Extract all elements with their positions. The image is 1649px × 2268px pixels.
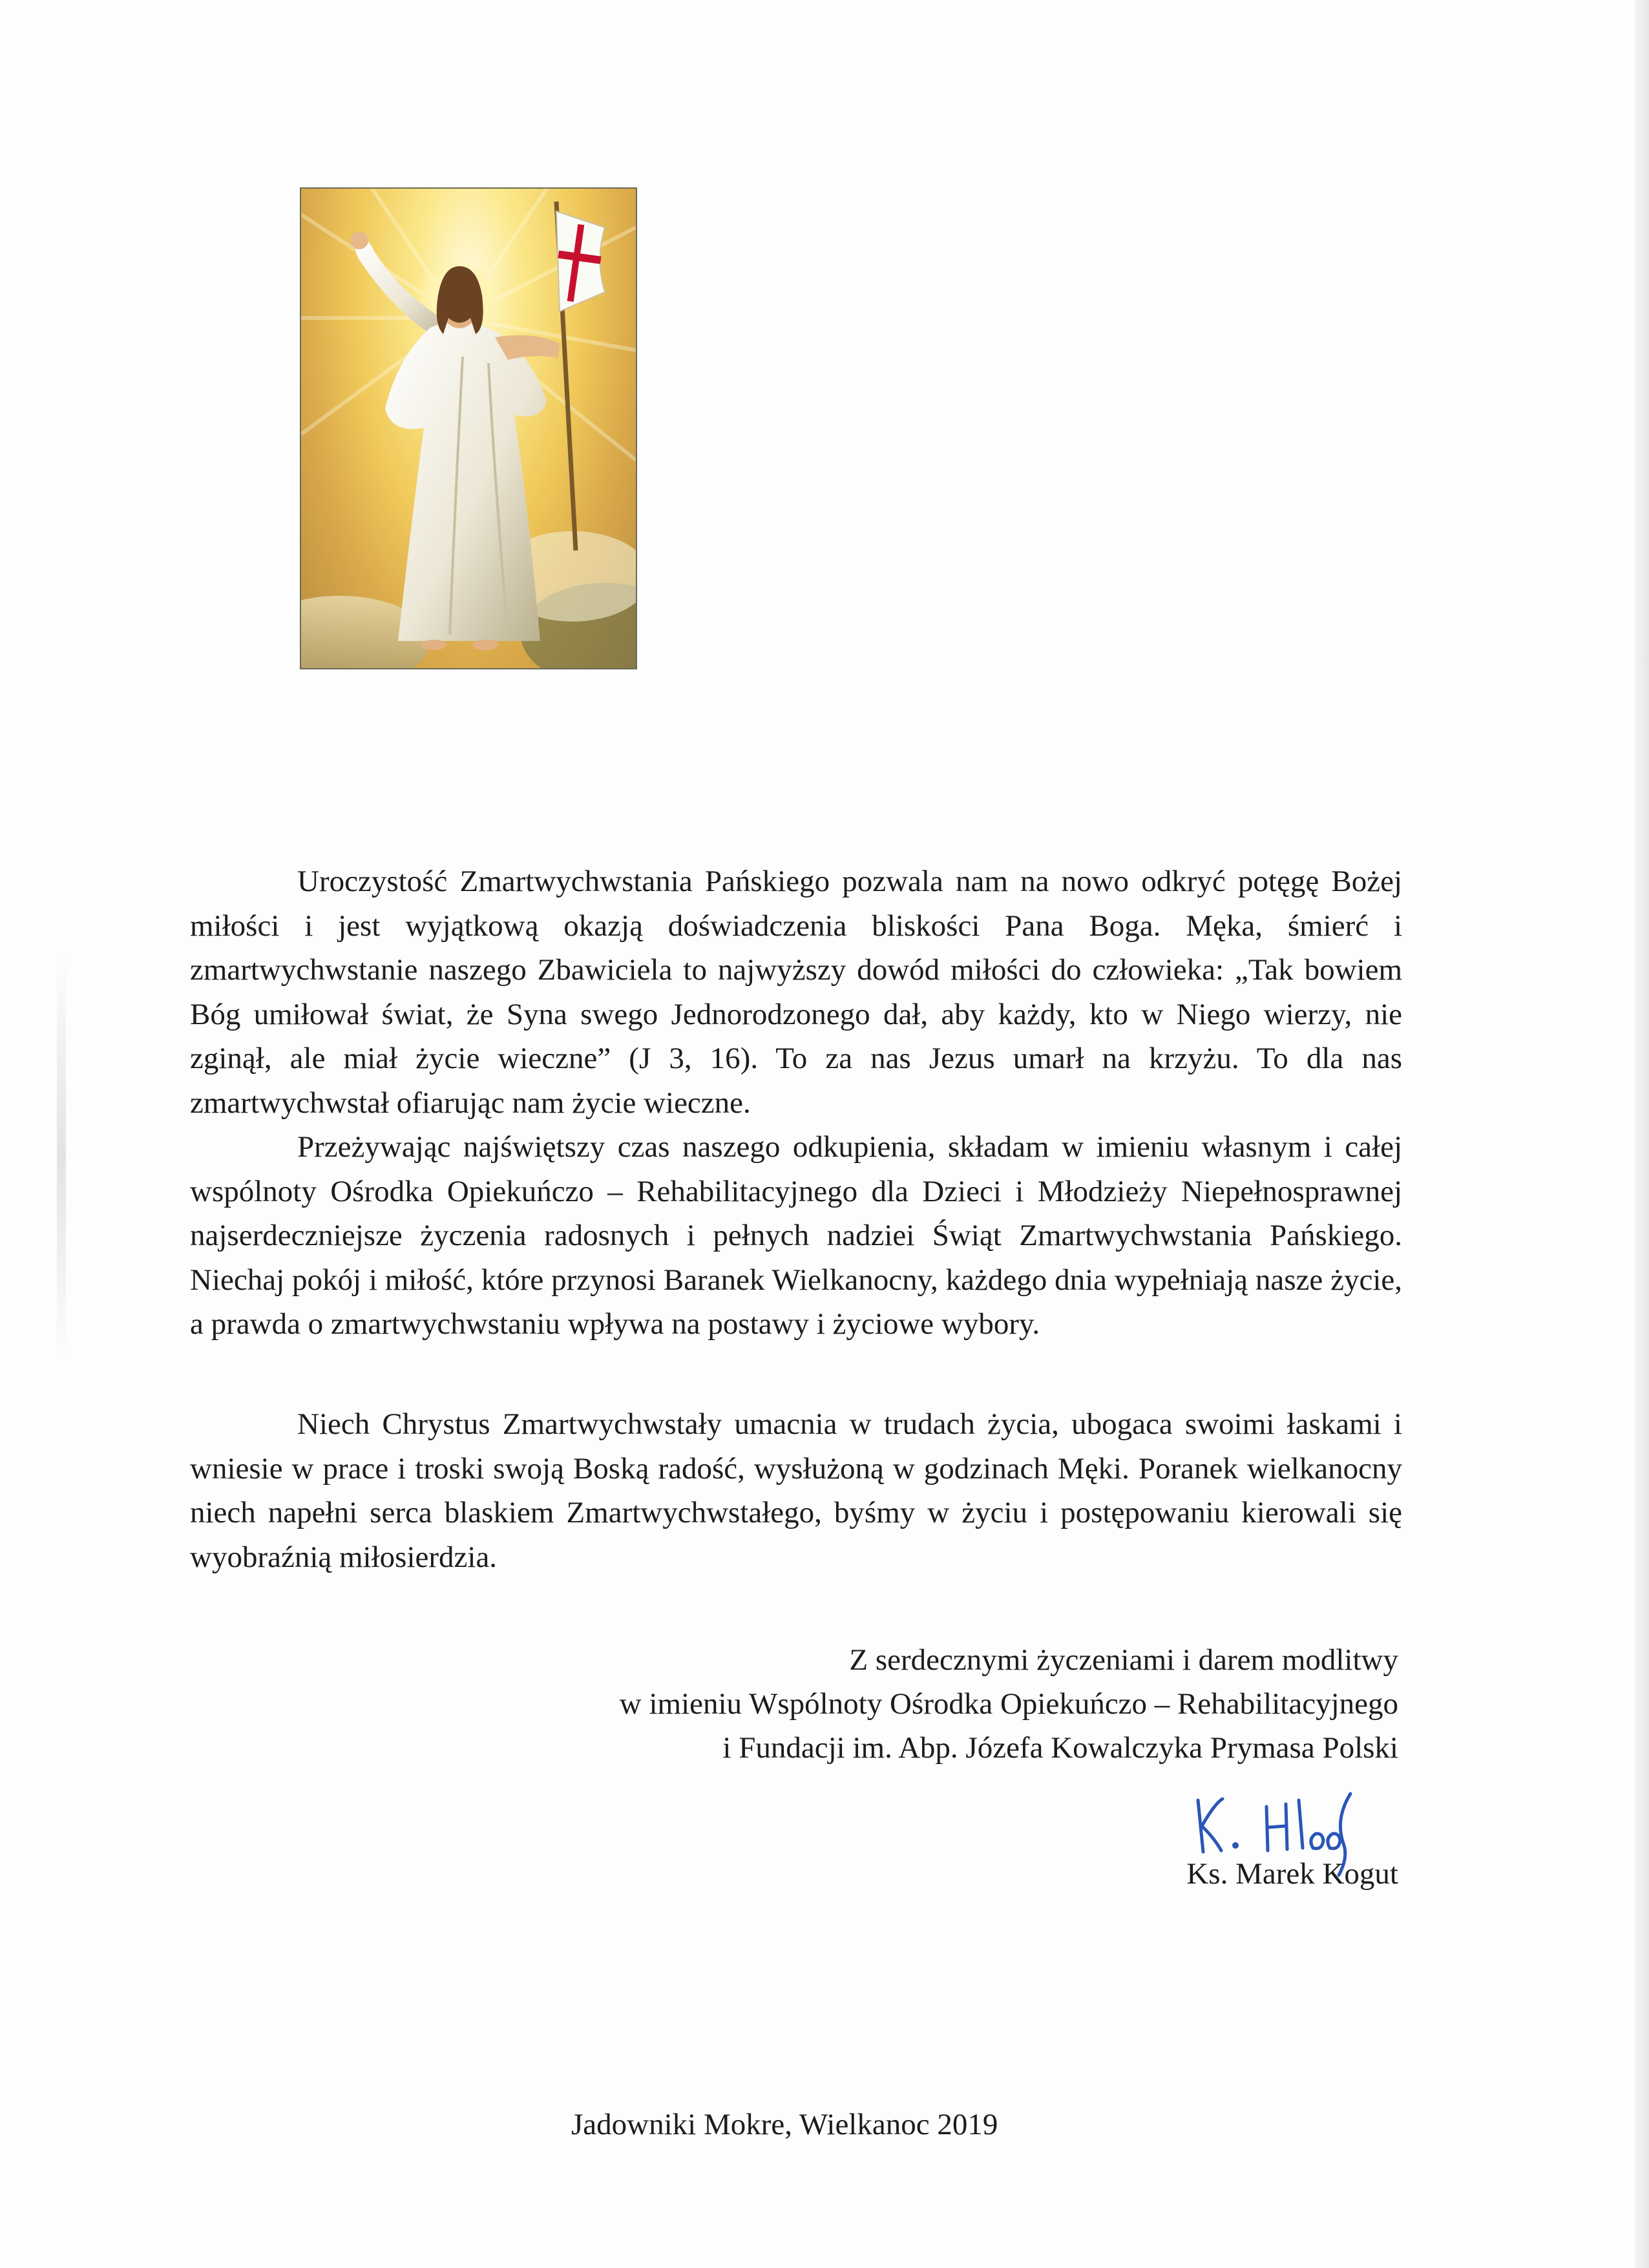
place-and-date: Jadowniki Mokre, Wielkanoc 2019 <box>571 2108 998 2141</box>
paragraph-3-text: Niech Chrystus Zmartwychwstały umacnia w trudach życia, ubogaca swoimi łaskami i wniesie w prace i troski swoją Boską radość, wysłużoną w godzinach Męki. Poranek wielkanocny niech napełni serca blaskiem Zmartwychwstałego, byśmy w życiu i postępowaniu kierowali się wyobraźnią miłosierdzia. <box>190 1407 1402 1574</box>
closing-line-1: Z serdecznymi życzeniami i darem modlitwy <box>849 1643 1398 1677</box>
resurrection-picture <box>300 187 637 669</box>
paragraph-2-text: Przeżywając najświętszy czas naszego odkupienia, składam w imieniu własnym i całej wspólnoty Ośrodka Opiekuńczo – Rehabilitacyjnego dla Dzieci i Młodzieży Niepełnosprawnej najserdeczniejsze życzenia radosnych i pełnych nadziei Świąt Zmartwychwstania Pańskiego. Niechaj pokój i miłość, które przynosi Baranek Wielkanocny, każdego dnia wypełniają nasze życie, a prawda o zmartwychwstaniu wpływa na postawy i życiowe wybory. <box>190 1130 1402 1341</box>
paragraph-3 <box>190 1402 1402 1579</box>
signer-name: Ks. Marek Kogut <box>1186 1857 1398 1891</box>
closing-block <box>620 1638 1398 1770</box>
paragraph-1 <box>190 859 1402 1125</box>
closing-line-3: i Fundacji im. Abp. Józefa Kowalczyka Prymasa Polski <box>722 1731 1398 1765</box>
closing-line-2: w imieniu Wspólnoty Ośrodka Opiekuńczo – Rehabilitacyjnego <box>619 1687 1398 1721</box>
paragraph-1-text: Uroczystość Zmartwychwstania Pańskiego pozwala nam na nowo odkryć potęgę Bożej miłości i jest wyjątkową okazją doświadczenia bliskości Pana Boga. Męka, śmierć i zmartwychwstanie naszego Zbawiciela to najwyższy dowód miłości do człowieka: „Tak bowiem Bóg umiłował świat, że Syna swego Jednorodzonego dał, aby każdy, kto w Niego wierzy, nie zginął, ale miał życie wieczne” (J 3, 16). To za nas Jezus umarł na krzyżu. To dla nas zmartwychwstał ofiarując nam życie wieczne. <box>190 865 1402 1120</box>
scan-artifact <box>57 956 66 1357</box>
paragraph-2 <box>190 1125 1402 1347</box>
scan-edge <box>1635 0 1649 2268</box>
